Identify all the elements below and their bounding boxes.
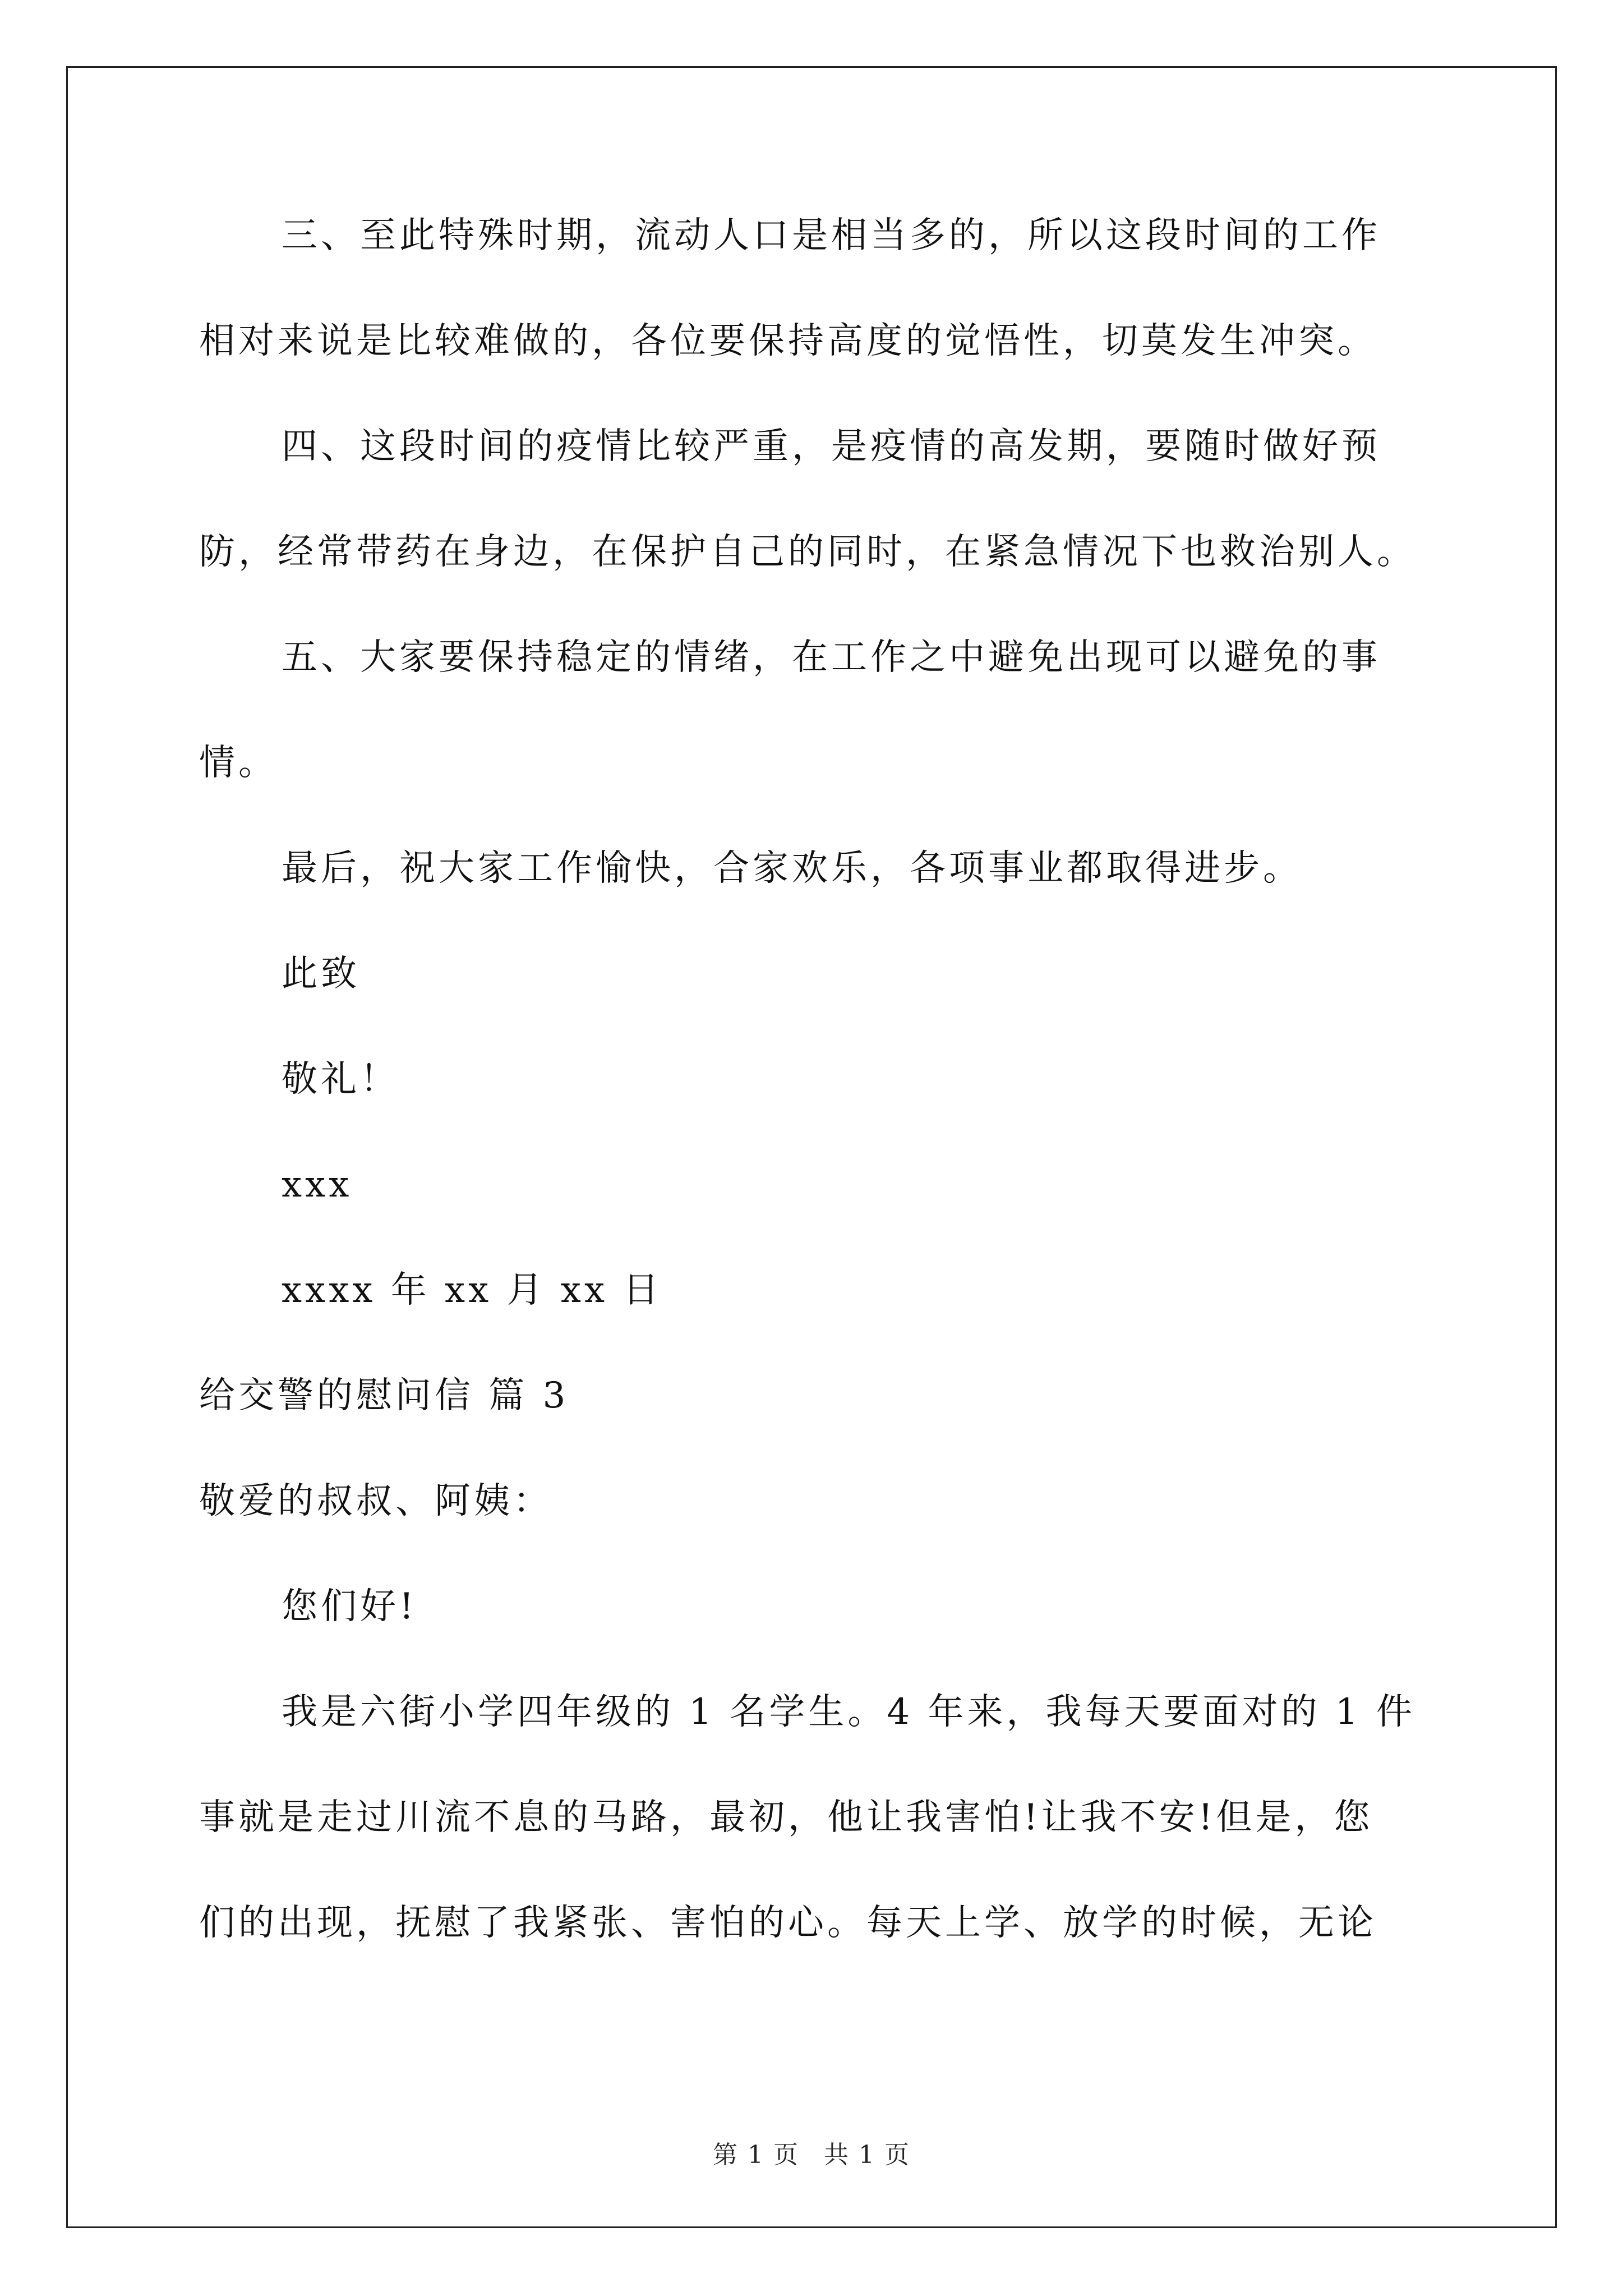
paragraph-line: 我是六街小学四年级的 1 名学生。4 年来，我每天要面对的 1 件 (282, 1691, 1415, 1733)
paragraph-line: 五、大家要保持稳定的情绪，在工作之中避免出现可以避免的事 (282, 637, 1381, 678)
signature-name: xxx (282, 1164, 353, 1205)
paragraph-line: 们的出现，抚慰了我紧张、害怕的心。每天上学、放学的时候，无论 (199, 1902, 1377, 1944)
paragraph-line: 最后，祝大家工作愉快，合家欢乐，各项事业都取得进步。 (282, 848, 1302, 889)
page-footer (0, 2134, 1623, 2170)
salutation-closing: 此致 (282, 953, 360, 995)
letter-greeting: 敬爱的叔叔、阿姨： (199, 1480, 552, 1522)
paragraph-line: 相对来说是比较难做的，各位要保持高度的觉悟性，切莫发生冲突。 (199, 320, 1377, 362)
paragraph-line: 四、这段时间的疫情比较严重，是疫情的高发期，要随时做好预 (282, 426, 1381, 467)
salutation-regards: 敬礼！ (282, 1059, 399, 1100)
paragraph-line: 事就是走过川流不息的马路，最初，他让我害怕!让我不安!但是，您 (199, 1797, 1373, 1838)
page-number-total: 共 1 页 (824, 2141, 910, 2169)
page-number-current: 第 1 页 (713, 2141, 799, 2169)
letter-hello: 您们好! (282, 1586, 417, 1627)
section-heading: 给交警的慰问信 篇 3 (199, 1375, 569, 1416)
signature-date: xxxx 年 xx 月 xx 日 (282, 1269, 662, 1311)
paragraph-line: 防，经常带药在身边，在保护自己的同时，在紧急情况下也救治别人。 (199, 531, 1416, 573)
paragraph-line: 三、至此特殊时期，流动人口是相当多的，所以这段时间的工作 (282, 215, 1381, 256)
paragraph-line: 情。 (199, 742, 278, 784)
